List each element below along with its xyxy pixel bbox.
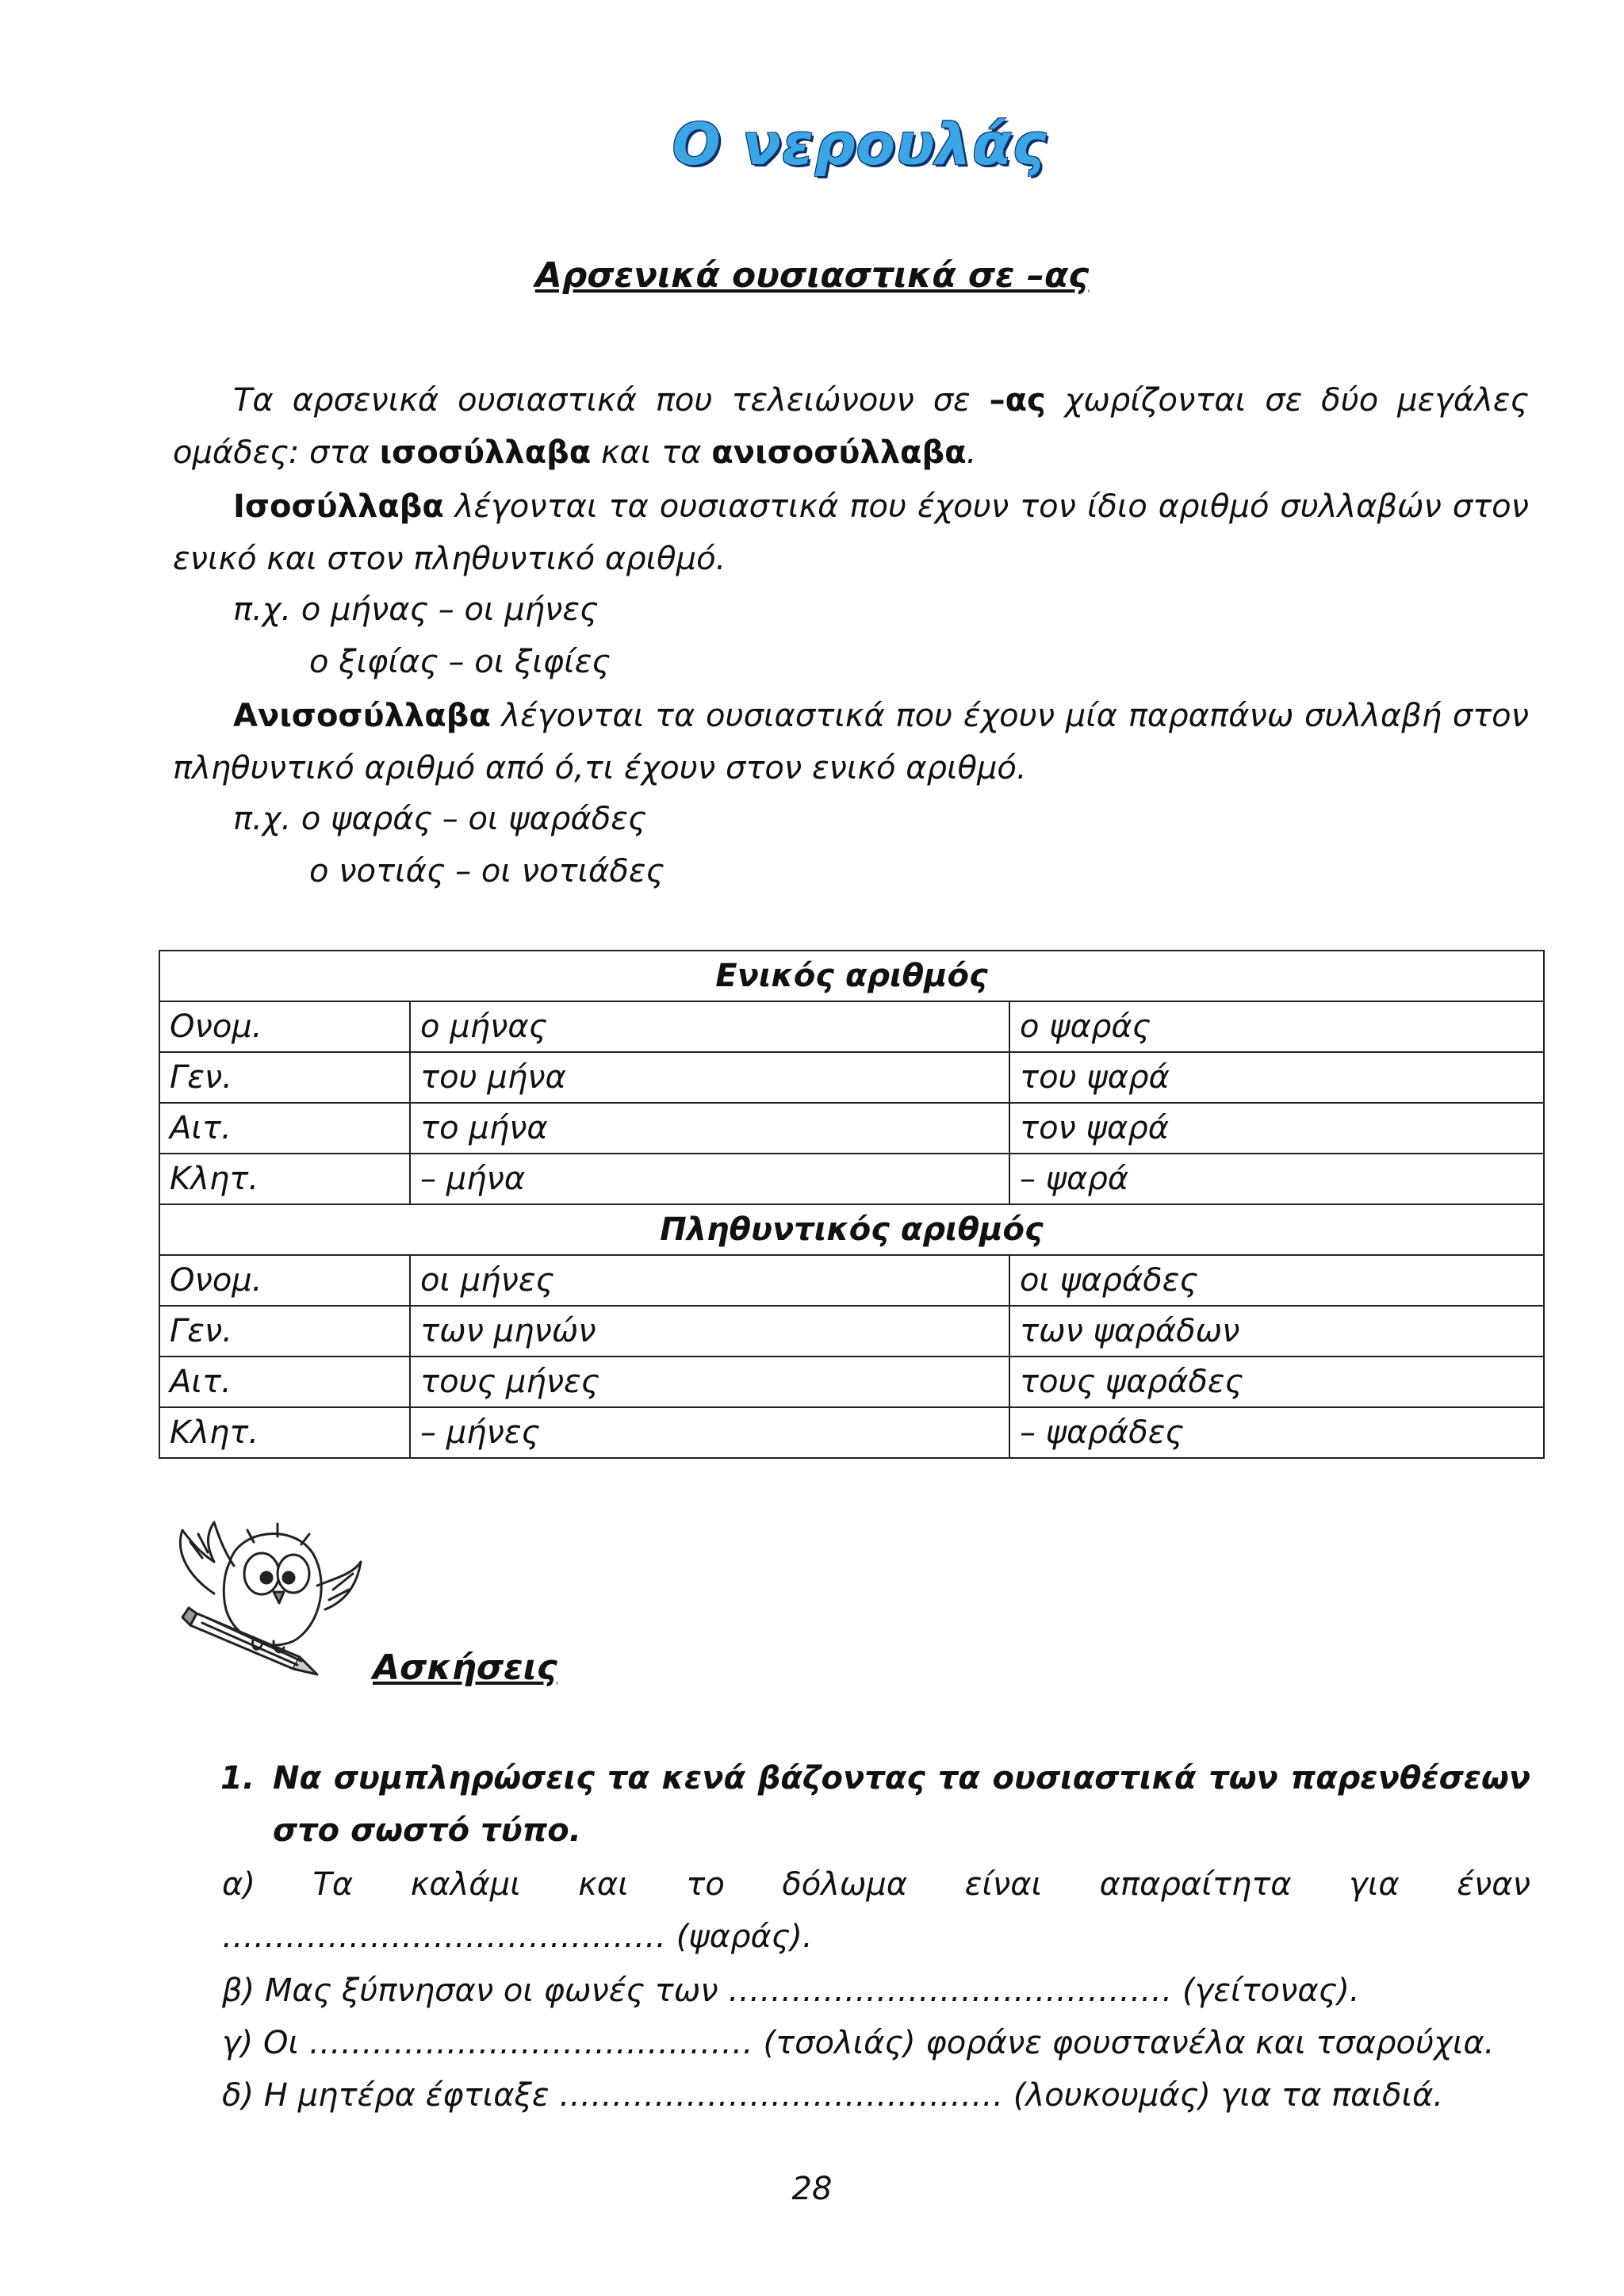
page-number: 28 [791, 2171, 833, 2207]
table-row [159, 1001, 1544, 1052]
table-row [159, 1255, 1544, 1306]
word-cell: τους μήνες [410, 1357, 1009, 1407]
table-row [159, 1407, 1544, 1458]
word-cell: των μηνών [410, 1306, 1009, 1357]
owl-icon [159, 1498, 373, 1689]
word-cell: οι μήνες [410, 1255, 1009, 1306]
item-d: δ) Η μητέρα έφτιαξε …………………………………… (λουκουμάς) για τα παιδιά. [222, 2077, 1444, 2114]
word: δόλωμα [782, 1866, 908, 1903]
word-cell: των ψαράδων [1009, 1306, 1544, 1357]
intro-paragraph-1: Τα αρσενικά ουσιαστικά που τελειώνουν σε –ας χωρίζονται σε δύο μεγάλες ομάδες: στα ισοσύλλαβα και τα ανισοσύλλαβα. [173, 382, 1529, 471]
word-cell: του ψαρά [1009, 1052, 1544, 1103]
case-cell: Ονομ. [159, 1001, 410, 1052]
owl-illustration [159, 1498, 373, 1689]
example-line: π.χ. ο ψαράς – οι ψαράδες [233, 801, 647, 837]
word-cell: ο μήνας [410, 1001, 1009, 1052]
word-cell: τους ψαράδες [1009, 1357, 1544, 1407]
table-header-row [159, 951, 1544, 1001]
word-cell: – μήνες [410, 1407, 1009, 1458]
example-line: ο ξιφίας – οι ξιφίες [309, 644, 611, 680]
table-header-row [159, 1204, 1544, 1255]
question-1 [222, 1752, 1530, 1857]
word-cell: του μήνα [410, 1052, 1009, 1103]
table-row [159, 1103, 1544, 1154]
table-row [159, 1357, 1544, 1407]
word: καλάμι [410, 1866, 521, 1903]
case-cell: Ονομ. [159, 1255, 410, 1306]
case-cell: Κλητ. [159, 1407, 410, 1458]
intro-paragraph-2: Ισοσύλλαβα λέγονται τα ουσιαστικά που έχουν τον ίδιο αριθμό συλλαβών στον ενικό και στον πληθυντικό αριθμό. [173, 488, 1529, 577]
table-row [159, 1306, 1544, 1357]
item-b: β) Μας ξύπνησαν οι φωνές των …………………………………… (γείτονας). [222, 1973, 1360, 2009]
singular-header: Ενικός αριθμός [159, 951, 1544, 1001]
plural-header: Πληθυντικός αριθμός [159, 1204, 1544, 1255]
word-cell: – ψαρά [1009, 1154, 1544, 1204]
table-row [159, 1052, 1544, 1103]
table-row [159, 1154, 1544, 1204]
intro-paragraph-3: Ανισοσύλλαβα λέγονται τα ουσιαστικά που έχουν μία παραπάνω συλλαβή στον πληθυντικό αριθμό από ό,τι έχουν στον ενικό αριθμό. [173, 698, 1529, 786]
example-line: ο νοτιάς – οι νοτιάδες [309, 853, 665, 890]
word-cell: – ψαράδες [1009, 1407, 1544, 1458]
item-a-line-2: …………………………………… (ψαράς). [222, 1919, 813, 1955]
word: το [686, 1866, 725, 1903]
word-cell: – μήνα [410, 1154, 1009, 1204]
question-text: Να συμπληρώσεις τα κενά βάζοντας τα ουσιαστικά των παρενθέσεων στο σωστό τύπο. [273, 1760, 1530, 1849]
word-cell: το μήνα [410, 1103, 1009, 1154]
word: α) [222, 1866, 255, 1903]
item-a-line-1 [222, 1858, 1530, 1911]
case-cell: Γεν. [159, 1306, 410, 1357]
case-cell: Κλητ. [159, 1154, 410, 1204]
word: απαραίτητα [1099, 1866, 1292, 1903]
word: είναι [964, 1866, 1043, 1903]
example-line: π.χ. ο μήνας – οι μήνες [233, 591, 599, 628]
case-cell: Γεν. [159, 1052, 410, 1103]
case-cell: Αιτ. [159, 1357, 410, 1407]
word: και [578, 1866, 629, 1903]
declension-table [159, 950, 1545, 1459]
question-number: 1. [220, 1760, 255, 1797]
item-a [222, 1858, 1530, 1963]
word: Τα [312, 1866, 354, 1903]
word-cell: ο ψαράς [1009, 1001, 1544, 1052]
exercises-heading: Ασκήσεις [373, 1647, 557, 1688]
case-cell: Αιτ. [159, 1103, 410, 1154]
section-subtitle: Αρσενικά ουσιαστικά σε –ας [534, 255, 1090, 296]
word: για [1349, 1866, 1400, 1903]
item-c: γ) Οι …………………………………… (τσολιάς) φοράνε φουστανέλα και τσαρούχια. [222, 2025, 1495, 2061]
word: έναν [1457, 1866, 1530, 1903]
word-cell: τον ψαρά [1009, 1103, 1544, 1154]
page-title: Ο νερουλάς [672, 111, 1048, 178]
word-cell: οι ψαράδες [1009, 1255, 1544, 1306]
